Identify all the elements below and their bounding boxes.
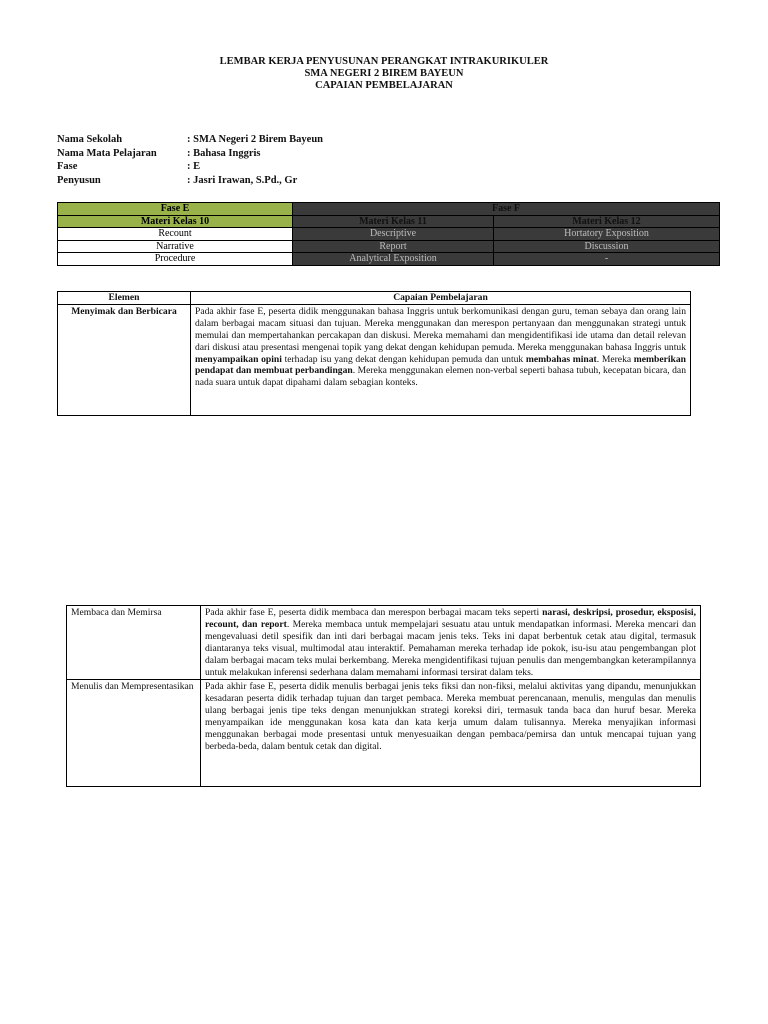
class-12-header: Materi Kelas 12 [494, 215, 720, 228]
outcome-emphasis: membahas minat [525, 353, 597, 365]
info-row-school [57, 133, 323, 147]
info-label: Nama Sekolah [57, 134, 123, 145]
table-row [58, 253, 720, 266]
learning-outcomes-table [57, 291, 691, 416]
outcome-text: terhadap isu yang dekat dengan kehidupan pemuda dan untuk [281, 353, 526, 365]
outcome-cell [191, 304, 691, 415]
outcome-cell [201, 680, 701, 787]
material-cell: Hortatory Exposition [494, 228, 720, 241]
material-cell: Discussion [494, 240, 720, 253]
outcome-emphasis: narasi, deskripsi, prosedur, eksposisi, recount, dan report [205, 607, 696, 630]
class-header-row [58, 215, 720, 228]
outcome-text: Pada akhir fase E, peserta didik membaca dan merespon berbagai macam teks seperti [205, 607, 543, 618]
info-row-author [57, 174, 323, 188]
elemen-header: Elemen [58, 292, 191, 305]
table-row [67, 606, 701, 680]
phase-materials-table [57, 202, 720, 266]
material-cell: Narrative [58, 240, 293, 253]
outcomes-header-row [58, 292, 691, 305]
material-cell: Descriptive [293, 228, 494, 241]
outcome-text: Pada akhir fase E, peserta didik menggunakan bahasa Inggris untuk berkomunikasi dengan guru, teman sebaya dan orang lain dalam berbagai macam situasi dan tujuan. Mereka menggunakan dan merespon pertanyaan dan menggunakan strategi untuk memulai dan mempertahankan percakapan dan diskusi. Mereka memahami dan mengidentifikasi ide utama dan detail relevan dari diskusi atau presentasi mengenai topik yang dekat dengan kehidupan pemuda. Mereka menggunakan bahasa Inggris untuk [195, 305, 686, 353]
outcome-header: Capaian Pembelajaran [191, 292, 691, 305]
elemen-cell: Menyimak dan Berbicara [58, 304, 191, 415]
elemen-cell: Membaca dan Memirsa [67, 606, 201, 680]
phase-header-row [58, 203, 720, 216]
info-label: Nama Mata Pelajaran [57, 147, 157, 159]
info-row-phase [57, 160, 323, 174]
phase-e-header: Fase E [58, 203, 293, 216]
material-cell: Recount [58, 228, 293, 241]
info-label: Fase [57, 161, 78, 172]
info-row-subject [57, 147, 323, 161]
class-10-header: Materi Kelas 10 [58, 215, 293, 228]
outcome-cell [201, 606, 701, 680]
table-row [58, 228, 720, 241]
info-value: : Jasri Irawan, S.Pd., Gr [187, 174, 298, 186]
info-label: Penyusun [57, 174, 101, 186]
header-subtitle: CAPAIAN PEMBELAJARAN [315, 80, 453, 91]
outcome-text: . Mereka menggunakan elemen non-verbal seperti bahasa tubuh, kecepatan bicara, dan nada suara untuk dapat dipahami dalam sebagian konteks. [195, 365, 686, 389]
info-value: : Bahasa Inggris [187, 147, 261, 159]
info-value: : E [187, 161, 201, 172]
table-row [58, 240, 720, 253]
material-cell: Report [293, 240, 494, 253]
phase-f-header: Fase F [293, 203, 720, 216]
header-title: LEMBAR KERJA PENYUSUNAN PERANGKAT INTRAKURIKULER [219, 56, 549, 67]
material-cell: Procedure [58, 253, 293, 266]
material-cell: Analytical Exposition [293, 253, 494, 266]
learning-outcomes-table-continued [66, 605, 701, 787]
outcome-emphasis: menyampaikan opini [195, 353, 282, 365]
outcome-text: . Mereka membaca untuk mempelajari sesuatu atau untuk mendapatkan informasi. Mereka mencari dan mengevaluasi detil spesifik dan inti dari berbagai macam jenis teks. Teks ini dapat berbentuk cetak atau digital, termasuk diantaranya teks visual, multimodal atau interaktif. Pemahaman mereka terhadap ide pokok, isu-isu atau pengembangan plot dalam berbagai macam teks mulai berkembang. Mereka mengidentifikasi tujuan penulis dan mengembangkan keterampilannya untuk melakukan inferensi sederhana dalam memahami informasi tersirat dalam teks. [205, 618, 696, 678]
outcome-emphasis: memberikan pendapat dan membuat perbandingan [195, 353, 687, 377]
document-header [0, 56, 768, 92]
header-school: SMA NEGERI 2 BIREM BAYEUN [304, 68, 464, 79]
class-11-header: Materi Kelas 11 [293, 215, 494, 228]
material-cell: - [494, 253, 720, 266]
identity-block [57, 133, 323, 187]
table-row [67, 680, 701, 787]
info-value: : SMA Negeri 2 Birem Bayeun [187, 134, 323, 145]
outcome-text: . Mereka [596, 353, 634, 365]
elemen-cell: Menulis dan Mempresentasikan [67, 680, 201, 787]
table-row [58, 304, 691, 415]
outcome-text: Pada akhir fase E, peserta didik menulis berbagai jenis teks fiksi dan non-fiksi, melalui aktivitas yang dipandu, menunjukkan kesadaran peserta didik terhadap tujuan dan target pembaca. Mereka membuat perencanaan, menulis, mengulas dan menulis ulang berbagai jenis tipe teks dengan menunjukkan strategi koreksi diri, termasuk tanda baca dan huruf besar. Mereka menyampaikan ide menggunakan kosa kata dan kata kerja umum dalam tulisannya. Mereka menyajikan informasi menggunakan berbagai mode presentasi untuk menyesuaikan dengan pembaca/pemirsa dan untuk mencapai tujuan yang berbeda-beda, dalam bentuk cetak dan digital. [205, 681, 696, 752]
